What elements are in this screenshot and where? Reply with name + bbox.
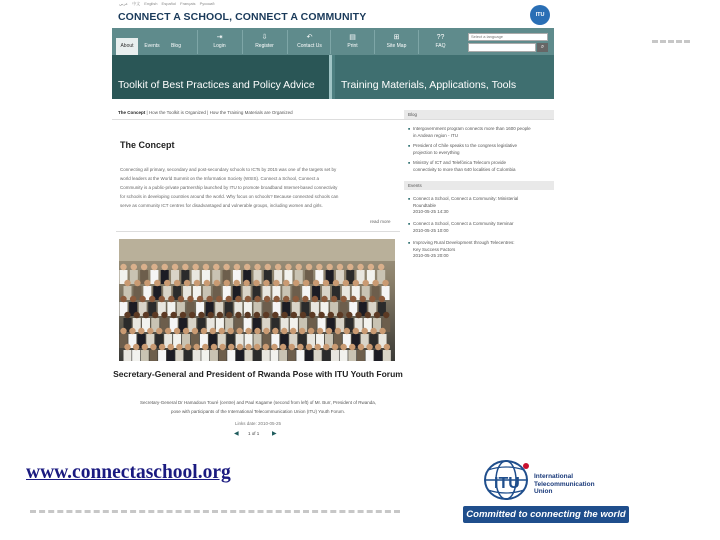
contact-us-button[interactable]	[287, 30, 331, 54]
faq-button[interactable]	[418, 30, 462, 54]
register-button[interactable]	[242, 30, 286, 54]
site-map-button[interactable]	[374, 30, 418, 54]
print-label: Print	[347, 43, 358, 49]
photo-description	[112, 398, 404, 416]
breadcrumb: The Concept | How the Toolkit is Organized | How the Training Materials are Organized	[112, 110, 554, 120]
login-label: Login	[213, 43, 226, 49]
tab-events[interactable]: Events	[144, 43, 160, 49]
photo-date: Links date: 2010-05-25	[234, 421, 282, 426]
read-more-link[interactable]: read more	[370, 219, 391, 224]
banner-toolkit-label: Toolkit of Best Practices and Policy Advice	[118, 79, 315, 91]
concept-text	[120, 165, 396, 210]
concept-line: Community is a public-private partnership launched by ITU to promote broadband Internet-based connectivity	[120, 185, 338, 190]
next-arrow-icon[interactable]: ▶	[272, 431, 277, 437]
lang-spanish[interactable]: Español	[161, 1, 177, 6]
blog-heading: Blog	[404, 110, 554, 119]
contact-icon: ↶	[306, 34, 313, 41]
website-url-link[interactable]: www.connectaschool.org	[26, 462, 231, 483]
crumb-training[interactable]: How the Training Materials are Organized	[209, 110, 293, 115]
concept-line: world leaders at the World Summit on the Information Society (WSIS). Connect a School, Connect a	[120, 176, 320, 181]
login-icon: ⇥	[216, 34, 223, 41]
site-title[interactable]: CONNECT A SCHOOL, CONNECT A COMMUNITY	[118, 11, 367, 23]
banner	[112, 55, 554, 99]
sitemap-icon: ⊞	[393, 34, 400, 41]
register-icon: ⇩	[261, 34, 268, 41]
event-item[interactable]: ■ Improving Rural Development through Telecentres: Key Success Factors 2010-05-25 20:00	[408, 240, 552, 260]
search-icon: ⌕	[540, 44, 545, 50]
prev-arrow-icon[interactable]: ◀	[234, 431, 239, 437]
language-links	[119, 1, 217, 7]
lang-french[interactable]: Français	[180, 1, 196, 6]
print-button[interactable]	[330, 30, 374, 54]
contact-label: Contact Us	[297, 43, 322, 49]
blog-item[interactable]: ■ President of Chile speaks to the congress legislative projection to everything	[408, 143, 552, 156]
blog-item[interactable]: ■ Intergovernment program connects more than 1600 people in Andean region - ITU	[408, 126, 552, 139]
lang-arabic[interactable]: عربي	[119, 1, 129, 6]
lang-russian[interactable]: Русский	[199, 1, 215, 6]
pager-count: 1 of 1	[248, 431, 260, 436]
banner-training-label: Training Materials, Applications, Tools	[341, 79, 517, 91]
faq-icon: ??	[436, 34, 445, 41]
language-select[interactable]: Select a language	[468, 33, 548, 41]
website-screenshot	[112, 0, 554, 442]
crumb-toolkit[interactable]: How the Toolkit is Organized	[148, 110, 206, 115]
tab-blog[interactable]: Blog	[170, 43, 181, 49]
concept-line: for schools in developing countries around the world. Why focus on schools? Because connected schools can	[120, 194, 339, 199]
tab-about[interactable]: About	[116, 38, 138, 55]
faq-label: FAQ	[435, 43, 446, 49]
event-item[interactable]: ■ Connect a School, Connect a Community: Ministerial Roundtable 2010-05-25 14:30	[408, 196, 552, 216]
group-photo-image	[119, 239, 395, 361]
group-photo[interactable]	[119, 239, 395, 361]
itu-logo-icon	[482, 458, 534, 502]
itu-slogan: Committed to connecting the world	[463, 506, 629, 523]
decorative-dash	[652, 40, 690, 43]
page-title: The Concept	[120, 140, 175, 150]
lang-english[interactable]: English	[144, 1, 158, 6]
photo-caption: Secretary-General and President of Rwanda Pose with ITU Youth Forum	[113, 369, 403, 379]
photo-pager	[234, 430, 280, 440]
itu-organisation-name: International Telecommunication Union	[534, 473, 595, 495]
search-button[interactable]	[537, 43, 548, 52]
search-input[interactable]	[468, 43, 536, 52]
photo-desc-line: Secretary-General Dr Hamadoun Touré (centre) and Paul Kagame (second from left) of Mr. Burr, President of Rwanda,	[139, 400, 377, 405]
itu-logo-text: ITU	[494, 475, 520, 492]
banner-toolkit[interactable]	[112, 55, 332, 99]
itu-logo-small[interactable]: ITU	[530, 5, 550, 25]
event-item[interactable]: ■ Connect a School, Connect a Community Seminar 2010-05-25 10:00	[408, 221, 552, 234]
print-icon: ▤	[349, 34, 356, 41]
register-label: Register	[255, 43, 274, 49]
concept-line: serve as community ICT centres for disadvantaged and vulnerable groups, including women and girls.	[120, 203, 323, 208]
banner-training[interactable]	[335, 55, 554, 99]
concept-line: Connecting all primary, secondary and post-secondary schools to ICTs by 2015 was one of the targets set by	[120, 167, 337, 172]
photo-desc-line: pose with participants of the International Telecommunication Union (ITU) Youth Forum.	[170, 409, 345, 414]
divider	[116, 231, 400, 232]
decorative-dash	[30, 510, 400, 513]
lang-chinese[interactable]: 中文	[132, 1, 141, 6]
crumb-concept[interactable]: The Concept	[118, 110, 146, 115]
blog-item[interactable]: ■ Ministry of ICT and Telefónica Telecom provide connectivity to more than 640 localities of Colombia	[408, 160, 552, 173]
login-button[interactable]	[197, 30, 241, 54]
events-heading: Events	[404, 181, 554, 190]
sitemap-label: Site Map	[386, 43, 407, 49]
